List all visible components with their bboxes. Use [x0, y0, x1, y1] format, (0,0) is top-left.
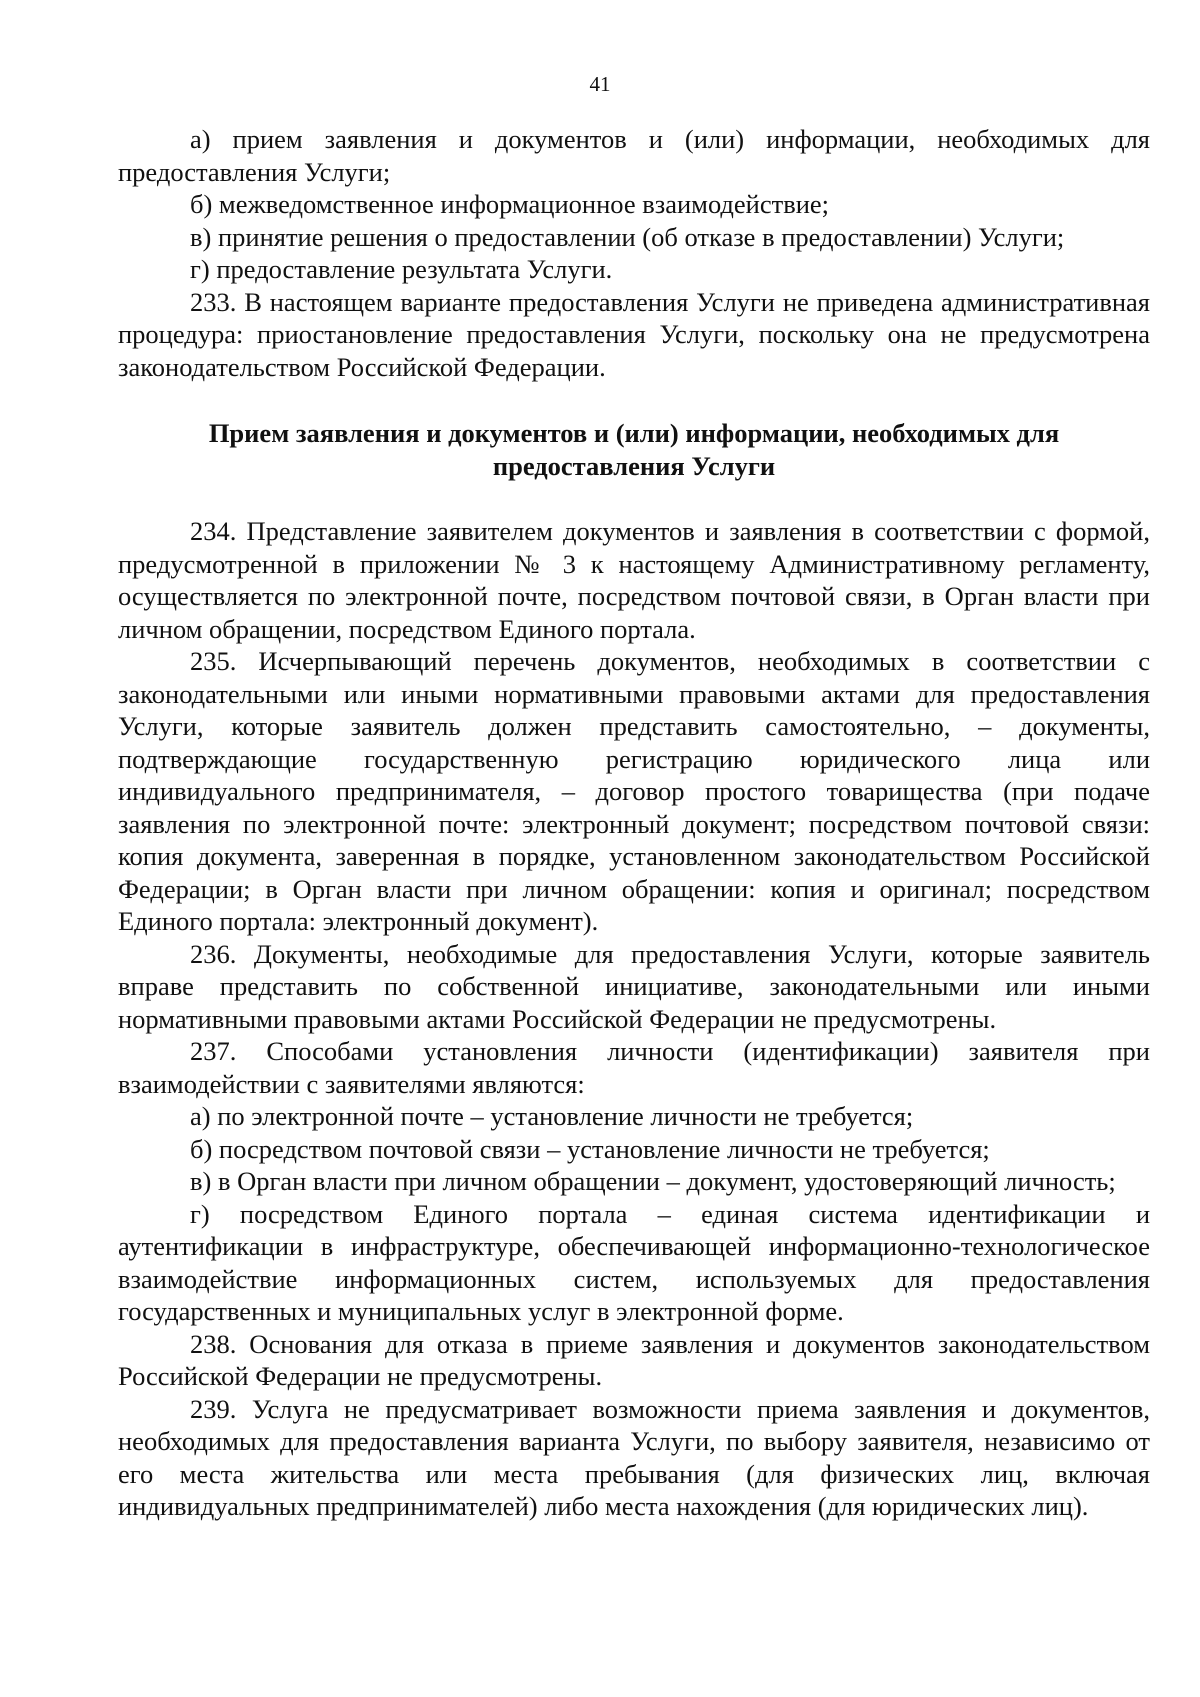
paragraph-235: 235. Исчерпывающий перечень документов, необходимых в соответствии с законодательными или иными нормативными правовыми актами для предоставления Услуги, которые заявитель должен представить самостоятельно, – документы, подтверждающие государственную регистрацию юридического лица или индивидуального предпринимателя, – договор простого товарищества (при подаче заявления по электронной почте: электронный документ; посредством почтовой связи: копия документа, заверенная в порядке, установленном законодательством Российской Федерации; в Орган власти при личном обращении: копия и оригинал; посредством Единого портала: электронный документ). — [118, 646, 1150, 936]
document-body — [118, 123, 1150, 1523]
list-item-237-b: б) посредством почтовой связи – установление личности не требуется; — [190, 1133, 990, 1164]
paragraph-238: 238. Основания для отказа в приеме заявления и документов законодательством Российской Федерации не предусмотрены. — [118, 1328, 1150, 1391]
list-item-237-a: а) по электронной почте – установление личности не требуется; — [190, 1101, 914, 1131]
paragraph-236: 236. Документы, необходимые для предоставления Услуги, которые заявитель вправе представить по собственной инициативе, законодательными или иными нормативными правовыми актами Российской Федерации не предусмотрены. — [118, 938, 1150, 1034]
paragraph-237: 237. Способами установления личности (идентификации) заявителя при взаимодействии с заявителями являются: — [118, 1036, 1150, 1099]
list-item-a: а) прием заявления и документов и (или) информации, необходимых для предоставления Услуги; — [118, 124, 1150, 187]
paragraph-233: 233. В настоящем варианте предоставления Услуги не приведена административная процедура: приостановление предоставления Услуги, поскольку она не предусмотрена законодательством Российской Федерации. — [118, 286, 1150, 382]
paragraph-234: 234. Представление заявителем документов и заявления в соответствии с формой, предусмотренной в приложении № 3 к настоящему Административному регламенту, осуществляется по электронной почте, посредством почтовой связи, в Орган власти при личном обращении, посредством Единого портала. — [118, 516, 1150, 644]
list-item-v: в) принятие решения о предоставлении (об отказе в предоставлении) Услуги; — [190, 221, 1065, 252]
paragraph-239: 239. Услуга не предусматривает возможности приема заявления и документов, необходимых для предоставления варианта Услуги, по выбору заявителя, независимо от его места жительства или места пребывания (для физических лиц, включая индивидуальных предпринимателей) либо места нахождения (для юридических лиц). — [118, 1393, 1150, 1521]
page-number: 41 — [589, 72, 611, 96]
list-item-237-g: г) посредством Единого портала – единая система идентификации и аутентификации в инфраструктуре, обеспечивающей информационно-технологическое взаимодействие информационных систем, используемых для предоставления государственных и муниципальных услуг в электронной форме. — [118, 1198, 1150, 1326]
list-item-237-v: в) в Орган власти при личном обращении – документ, удостоверяющий личность; — [190, 1166, 1116, 1196]
section-heading: Прием заявления и документов и (или) информации, необходимых для предоставления Услуги — [208, 418, 1060, 481]
list-item-g: г) предоставление результата Услуги. — [190, 254, 613, 284]
list-item-b: б) межведомственное информационное взаимодействие; — [190, 189, 830, 219]
